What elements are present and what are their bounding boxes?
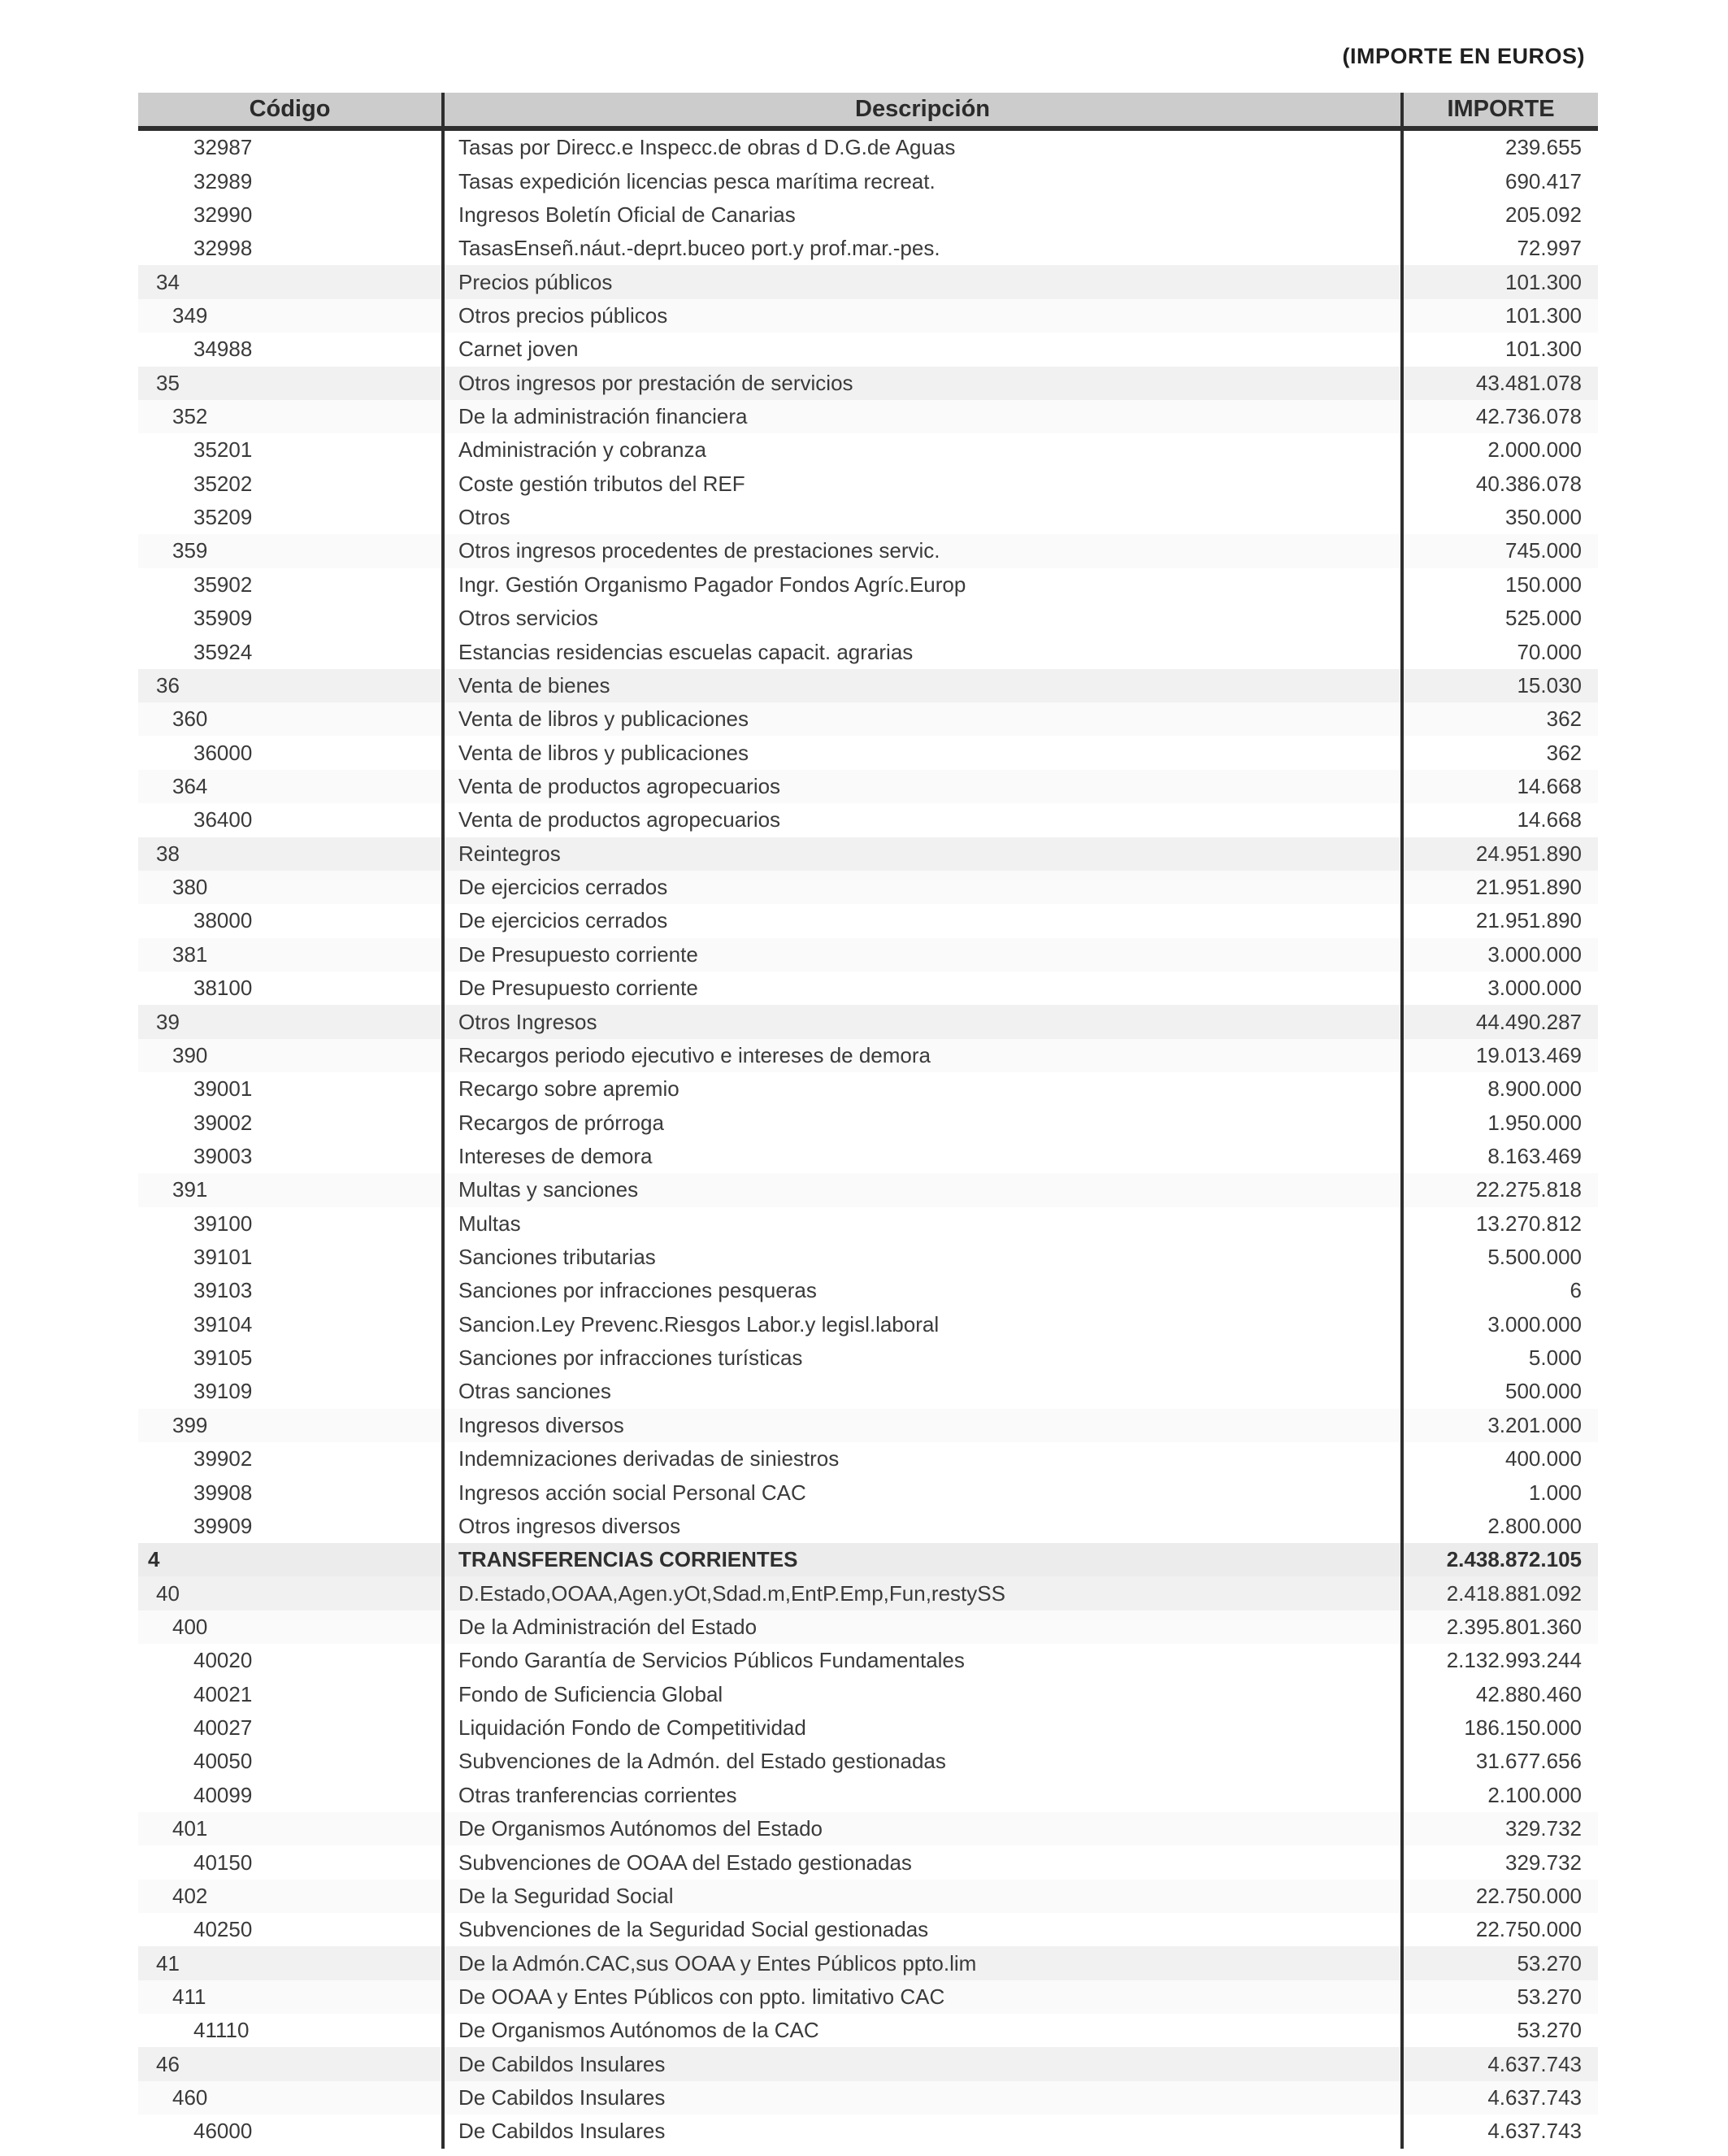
table-row (138, 1610, 1598, 1644)
table-row (138, 2014, 1598, 2047)
table-row (138, 1745, 1598, 1778)
row-description: Recargo sobre apremio (441, 1072, 1400, 1106)
row-amount: 2.000.000 (1400, 433, 1598, 467)
row-description: Otros servicios (441, 602, 1400, 635)
row-amount: 24.951.890 (1400, 837, 1598, 871)
row-code: 39104 (193, 1311, 253, 1337)
table-row (138, 1476, 1598, 1509)
row-description: Precios públicos (441, 265, 1400, 298)
row-code: 36400 (193, 807, 253, 832)
row-amount: 329.732 (1400, 1812, 1598, 1845)
row-code: 36000 (193, 740, 253, 765)
row-description: De la Seguridad Social (441, 1880, 1400, 1913)
row-amount: 40.386.078 (1400, 467, 1598, 501)
row-description: Otros ingresos por prestación de servicios (441, 367, 1400, 400)
row-description: De la Administración del Estado (441, 1610, 1400, 1644)
table-row (138, 1409, 1598, 1442)
table-row (138, 904, 1598, 937)
row-code: 402 (172, 1883, 208, 1908)
row-description: Administración y cobranza (441, 433, 1400, 467)
row-code: 36 (156, 672, 180, 698)
row-description: TasasEnseñ.náut.-deprt.buceo port.y prof.mar.-pes. (441, 232, 1400, 265)
row-amount: 15.030 (1400, 669, 1598, 702)
column-header-codigo: Código (249, 96, 331, 122)
row-amount: 690.417 (1400, 164, 1598, 198)
row-amount: 4.637.743 (1400, 2081, 1598, 2115)
row-code: 40020 (193, 1648, 253, 1673)
row-amount: 22.750.000 (1400, 1913, 1598, 1946)
row-code: 40027 (193, 1715, 253, 1741)
row-code: 40050 (193, 1749, 253, 1774)
row-amount: 8.163.469 (1400, 1140, 1598, 1173)
row-amount: 525.000 (1400, 602, 1598, 635)
table-row (138, 1106, 1598, 1139)
row-description: Liquidación Fondo de Competitividad (441, 1711, 1400, 1745)
row-amount: 205.092 (1400, 198, 1598, 232)
row-code: 380 (172, 875, 208, 900)
row-code: 35 (156, 370, 180, 395)
table-row (138, 265, 1598, 298)
row-amount: 5.000 (1400, 1341, 1598, 1375)
row-amount: 2.438.872.105 (1400, 1543, 1598, 1576)
row-code: 35902 (193, 572, 253, 597)
row-amount: 101.300 (1400, 333, 1598, 366)
table-row (138, 1308, 1598, 1341)
row-code: 40021 (193, 1681, 253, 1706)
table-row (138, 1005, 1598, 1038)
row-code: 400 (172, 1614, 208, 1639)
row-code: 35201 (193, 437, 253, 463)
row-code: 391 (172, 1177, 208, 1202)
row-description: De Cabildos Insulares (441, 2115, 1400, 2148)
table-row (138, 972, 1598, 1005)
row-code: 40150 (193, 1850, 253, 1875)
row-description: Subvenciones de la Seguridad Social gestionadas (441, 1913, 1400, 1946)
row-code: 352 (172, 404, 208, 429)
row-amount: 6 (1400, 1274, 1598, 1307)
row-amount: 101.300 (1400, 299, 1598, 333)
row-description: De ejercicios cerrados (441, 904, 1400, 937)
row-code: 40250 (193, 1917, 253, 1942)
row-description: Otros (441, 501, 1400, 534)
row-code: 39 (156, 1009, 180, 1034)
table-row (138, 1241, 1598, 1274)
row-description: De la Admón.CAC,sus OOAA y Entes Públicos ppto.lim (441, 1946, 1400, 1980)
table-row (138, 2047, 1598, 2080)
row-code: 32987 (193, 135, 253, 160)
row-description: De ejercicios cerrados (441, 871, 1400, 904)
row-code: 39001 (193, 1076, 253, 1102)
row-code: 35202 (193, 471, 253, 496)
row-code: 38 (156, 841, 180, 866)
row-description: Coste gestión tributos del REF (441, 467, 1400, 501)
row-code: 34 (156, 269, 180, 294)
row-amount: 101.300 (1400, 265, 1598, 298)
table-row (138, 1779, 1598, 1812)
table-row (138, 1039, 1598, 1072)
row-amount: 14.668 (1400, 803, 1598, 837)
row-code: 38100 (193, 976, 253, 1001)
row-code: 349 (172, 302, 208, 328)
row-amount: 3.000.000 (1400, 938, 1598, 972)
row-code: 4 (148, 1547, 160, 1572)
table-header (138, 93, 1598, 131)
row-description: Subvenciones de OOAA del Estado gestionadas (441, 1845, 1400, 1879)
row-amount: 43.481.078 (1400, 367, 1598, 400)
row-code: 41 (156, 1950, 180, 1976)
row-amount: 31.677.656 (1400, 1745, 1598, 1778)
row-description: Intereses de demora (441, 1140, 1400, 1173)
row-amount: 4.637.743 (1400, 2115, 1598, 2148)
table-row (138, 1576, 1598, 1610)
row-code: 381 (172, 941, 208, 967)
column-header-descripcion: Descripción (441, 93, 1400, 126)
table-row (138, 501, 1598, 534)
table-row (138, 1375, 1598, 1408)
row-description: Fondo Garantía de Servicios Públicos Fundamentales (441, 1644, 1400, 1677)
row-amount: 1.950.000 (1400, 1106, 1598, 1139)
row-description: Estancias residencias escuelas capacit. agrarias (441, 635, 1400, 668)
row-description: Ingr. Gestión Organismo Pagador Fondos Agríc.Europ (441, 568, 1400, 602)
table-row (138, 198, 1598, 232)
row-code: 46 (156, 2051, 180, 2076)
row-amount: 14.668 (1400, 770, 1598, 803)
row-description: Venta de libros y publicaciones (441, 702, 1400, 736)
table-row (138, 2115, 1598, 2148)
row-amount: 362 (1400, 702, 1598, 736)
row-description: Ingresos diversos (441, 1409, 1400, 1442)
row-code: 39100 (193, 1211, 253, 1236)
row-description: D.Estado,OOAA,Agen.yOt,Sdad.m,EntP.Emp,Fun,restySS (441, 1576, 1400, 1610)
table-row (138, 736, 1598, 769)
row-code: 32990 (193, 202, 253, 227)
row-amount: 8.900.000 (1400, 1072, 1598, 1106)
row-code: 46000 (193, 2119, 253, 2144)
table-row (138, 1543, 1598, 1576)
row-amount: 42.880.460 (1400, 1678, 1598, 1711)
row-amount: 5.500.000 (1400, 1241, 1598, 1274)
table-row (138, 1880, 1598, 1913)
row-amount: 53.270 (1400, 1946, 1598, 1980)
table-row (138, 1072, 1598, 1106)
row-code: 39908 (193, 1480, 253, 1505)
row-description: Otros ingresos procedentes de prestaciones servic. (441, 534, 1400, 567)
row-amount: 53.270 (1400, 2014, 1598, 2047)
row-description: Recargos de prórroga (441, 1106, 1400, 1139)
row-code: 39902 (193, 1446, 253, 1471)
row-code: 359 (172, 538, 208, 563)
row-description: Sancion.Ley Prevenc.Riesgos Labor.y legisl.laboral (441, 1308, 1400, 1341)
table-row (138, 635, 1598, 668)
row-amount: 2.100.000 (1400, 1779, 1598, 1812)
row-description: De OOAA y Entes Públicos con ppto. limitativo CAC (441, 1980, 1400, 2014)
row-amount: 3.000.000 (1400, 1308, 1598, 1341)
row-amount: 3.000.000 (1400, 972, 1598, 1005)
row-code: 360 (172, 706, 208, 732)
table-row (138, 1644, 1598, 1677)
row-description: Otras sanciones (441, 1375, 1400, 1408)
row-amount: 1.000 (1400, 1476, 1598, 1509)
table-row (138, 131, 1598, 164)
row-code: 35924 (193, 639, 253, 664)
table-row (138, 400, 1598, 433)
table-row (138, 1678, 1598, 1711)
row-amount: 3.201.000 (1400, 1409, 1598, 1442)
row-amount: 400.000 (1400, 1442, 1598, 1476)
table-row (138, 164, 1598, 198)
row-amount: 19.013.469 (1400, 1039, 1598, 1072)
table-row (138, 702, 1598, 736)
row-code: 38000 (193, 908, 253, 933)
row-description: Subvenciones de la Admón. del Estado gestionadas (441, 1745, 1400, 1778)
row-amount: 150.000 (1400, 568, 1598, 602)
table-row (138, 837, 1598, 871)
row-code: 39909 (193, 1513, 253, 1538)
table-row (138, 232, 1598, 265)
row-description: Tasas expedición licencias pesca marítima recreat. (441, 164, 1400, 198)
table-row (138, 433, 1598, 467)
row-description: Venta de productos agropecuarios (441, 770, 1400, 803)
row-description: Otras tranferencias corrientes (441, 1779, 1400, 1812)
row-description: Tasas por Direcc.e Inspecc.de obras d D.G.de Aguas (441, 131, 1400, 164)
row-code: 39002 (193, 1110, 253, 1135)
row-description: Multas (441, 1207, 1400, 1241)
table-row (138, 1946, 1598, 1980)
row-description: Sanciones por infracciones pesqueras (441, 1274, 1400, 1307)
row-description: De Organismos Autónomos del Estado (441, 1812, 1400, 1845)
row-amount: 350.000 (1400, 501, 1598, 534)
row-description: Fondo de Suficiencia Global (441, 1678, 1400, 1711)
row-amount: 22.750.000 (1400, 1880, 1598, 1913)
row-description: Otros Ingresos (441, 1005, 1400, 1038)
row-description: Ingresos Boletín Oficial de Canarias (441, 198, 1400, 232)
row-amount: 2.800.000 (1400, 1510, 1598, 1543)
row-code: 34988 (193, 337, 253, 362)
table-row (138, 1140, 1598, 1173)
table-row (138, 1207, 1598, 1241)
row-amount: 72.997 (1400, 232, 1598, 265)
table-row (138, 1442, 1598, 1476)
row-code: 39109 (193, 1379, 253, 1404)
table-row (138, 1812, 1598, 1845)
row-code: 39103 (193, 1278, 253, 1303)
amount-in-euros-note: (IMPORTE EN EUROS) (1342, 44, 1585, 68)
row-description: De Presupuesto corriente (441, 938, 1400, 972)
row-amount: 22.275.818 (1400, 1173, 1598, 1206)
row-amount: 745.000 (1400, 534, 1598, 567)
table-row (138, 1274, 1598, 1307)
row-description: Venta de libros y publicaciones (441, 736, 1400, 769)
row-amount: 13.270.812 (1400, 1207, 1598, 1241)
row-description: Indemnizaciones derivadas de siniestros (441, 1442, 1400, 1476)
row-description: Carnet joven (441, 333, 1400, 366)
row-code: 40 (156, 1580, 180, 1606)
row-code: 32998 (193, 236, 253, 261)
row-code: 32989 (193, 168, 253, 193)
row-amount: 53.270 (1400, 1980, 1598, 2014)
table-row (138, 1510, 1598, 1543)
row-amount: 186.150.000 (1400, 1711, 1598, 1745)
table-row (138, 367, 1598, 400)
row-code: 364 (172, 774, 208, 798)
row-description: Sanciones tributarias (441, 1241, 1400, 1274)
table-row (138, 1980, 1598, 2014)
row-code: 460 (172, 2085, 208, 2110)
table-row (138, 1913, 1598, 1946)
table-row (138, 1341, 1598, 1375)
row-code: 411 (172, 1984, 206, 2009)
table-row (138, 534, 1598, 567)
row-description: Recargos periodo ejecutivo e intereses de demora (441, 1039, 1400, 1072)
table-row (138, 669, 1598, 702)
row-code: 39105 (193, 1345, 253, 1371)
row-description: Reintegros (441, 837, 1400, 871)
row-amount: 362 (1400, 736, 1598, 769)
row-description: Otros ingresos diversos (441, 1510, 1400, 1543)
row-code: 35909 (193, 606, 253, 631)
row-amount: 2.395.801.360 (1400, 1610, 1598, 1644)
row-amount: 2.132.993.244 (1400, 1644, 1598, 1677)
row-code: 401 (172, 1816, 208, 1841)
row-description: Ingresos acción social Personal CAC (441, 1476, 1400, 1509)
table-body (138, 131, 1598, 2149)
row-description: Venta de productos agropecuarios (441, 803, 1400, 837)
row-code: 40099 (193, 1782, 253, 1807)
table-row (138, 299, 1598, 333)
row-amount: 21.951.890 (1400, 904, 1598, 937)
table-row (138, 333, 1598, 366)
row-code: 35209 (193, 505, 253, 530)
row-amount: 4.637.743 (1400, 2047, 1598, 2080)
row-amount: 239.655 (1400, 131, 1598, 164)
row-code: 39101 (193, 1245, 253, 1270)
row-amount: 42.736.078 (1400, 400, 1598, 433)
table-row (138, 568, 1598, 602)
table-row (138, 2081, 1598, 2115)
row-description: De Presupuesto corriente (441, 972, 1400, 1005)
table-row (138, 1845, 1598, 1879)
row-description: Venta de bienes (441, 669, 1400, 702)
table-row (138, 1173, 1598, 1206)
table-row (138, 467, 1598, 501)
table-row (138, 602, 1598, 635)
row-description: Otros precios públicos (441, 299, 1400, 333)
row-amount: 21.951.890 (1400, 871, 1598, 904)
row-code: 390 (172, 1042, 208, 1067)
table-row (138, 1711, 1598, 1745)
row-amount: 500.000 (1400, 1375, 1598, 1408)
row-description: Sanciones por infracciones turísticas (441, 1341, 1400, 1375)
row-amount: 2.418.881.092 (1400, 1576, 1598, 1610)
table-row (138, 770, 1598, 803)
row-code: 39003 (193, 1143, 253, 1168)
table-row (138, 871, 1598, 904)
row-description: De Cabildos Insulares (441, 2081, 1400, 2115)
row-amount: 329.732 (1400, 1845, 1598, 1879)
budget-table (138, 93, 1598, 2149)
row-code: 399 (172, 1412, 208, 1437)
table-row (138, 938, 1598, 972)
row-description: TRANSFERENCIAS CORRIENTES (441, 1543, 1400, 1576)
row-description: De Organismos Autónomos de la CAC (441, 2014, 1400, 2047)
row-description: Multas y sanciones (441, 1173, 1400, 1206)
column-header-importe: IMPORTE (1400, 93, 1598, 126)
row-amount: 70.000 (1400, 635, 1598, 668)
table-row (138, 803, 1598, 837)
row-description: De Cabildos Insulares (441, 2047, 1400, 2080)
row-code: 41110 (193, 2018, 250, 2043)
row-description: De la administración financiera (441, 400, 1400, 433)
row-amount: 44.490.287 (1400, 1005, 1598, 1038)
